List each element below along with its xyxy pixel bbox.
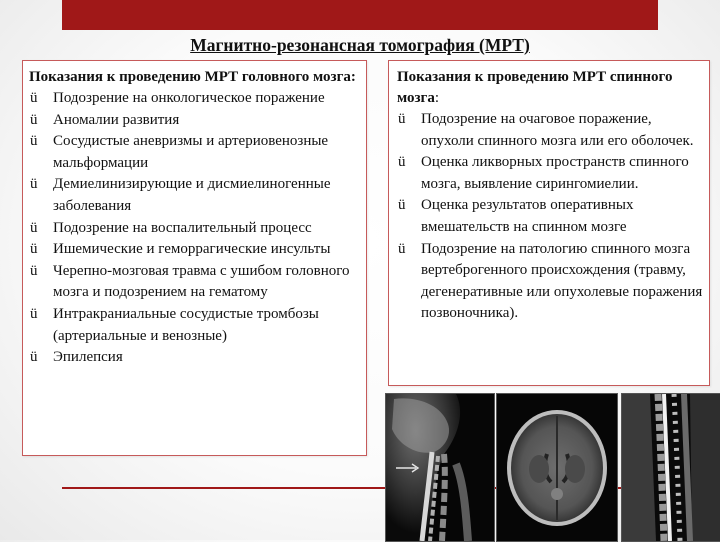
- list-item: ü Подозрение на патологию спинного мозга вертеброгенного происхождения (травму, дегенеративные или опухолевые поражения позвоночника).: [398, 240, 703, 322]
- list-item: ü Черепно-мозговая травма с ушибом головного мозга и подозрением на гематому: [30, 262, 350, 301]
- check-icon: ü: [30, 305, 38, 322]
- list-item: ü Интракраниальные сосудистые тромбозы (артериальные и венозные): [30, 305, 319, 344]
- list-item: ü Эпилепсия: [29, 347, 362, 369]
- list-item: ü Ишемические и геморрагические инсульты: [29, 239, 362, 261]
- spine-indications-list: [397, 109, 705, 325]
- mri-sagittal-cervical-image: [385, 393, 495, 542]
- list-item: ü Подозрение на онкологическое поражение: [29, 88, 362, 110]
- spine-panel-heading: Показания к проведению МРТ спинного мозга:: [397, 69, 673, 106]
- mri-axial-brain-image: [496, 393, 618, 542]
- check-icon: ü: [398, 197, 406, 214]
- slide-title: Магнитно-резонансная томография (МРТ): [190, 35, 530, 55]
- list-item: ü Демиелинизирующие и дисмиелиногенные заболевания: [30, 176, 331, 214]
- list-item: ü Оценка ликворных пространств спинного мозга, выявление сирингомиелии.: [398, 154, 689, 192]
- top-accent-bar: [62, 0, 658, 30]
- check-icon: ü: [30, 133, 38, 150]
- check-icon: ü: [398, 111, 406, 127]
- list-item: ü Аномалии развития: [29, 110, 362, 132]
- check-icon: ü: [30, 262, 38, 279]
- mri-sagittal-spine-image: [621, 393, 720, 542]
- check-icon: ü: [398, 154, 406, 171]
- check-icon: ü: [30, 111, 38, 128]
- brain-indications-list: [29, 88, 362, 369]
- check-icon: ü: [30, 219, 38, 236]
- brain-panel-heading: Показания к проведению МРТ головного мозга:: [29, 69, 356, 85]
- brain-mri-indications-panel: [22, 60, 367, 456]
- check-icon: ü: [30, 349, 38, 366]
- check-icon: ü: [30, 90, 38, 106]
- check-icon: ü: [398, 240, 406, 257]
- list-item: ü Оценка результатов оперативных вмешательств на спинном мозге: [398, 197, 634, 235]
- list-item: ü Сосудистые аневризмы и артериовенозные мальформации: [30, 133, 329, 171]
- check-icon: ü: [30, 176, 38, 193]
- list-item: ü Подозрение на очаговое поражение, опухоли спинного мозга или его оболочек.: [398, 111, 694, 149]
- spinal-mri-indications-panel: [388, 60, 710, 386]
- list-item: ü Подозрение на воспалительный процесс: [29, 218, 362, 240]
- check-icon: ü: [30, 241, 38, 258]
